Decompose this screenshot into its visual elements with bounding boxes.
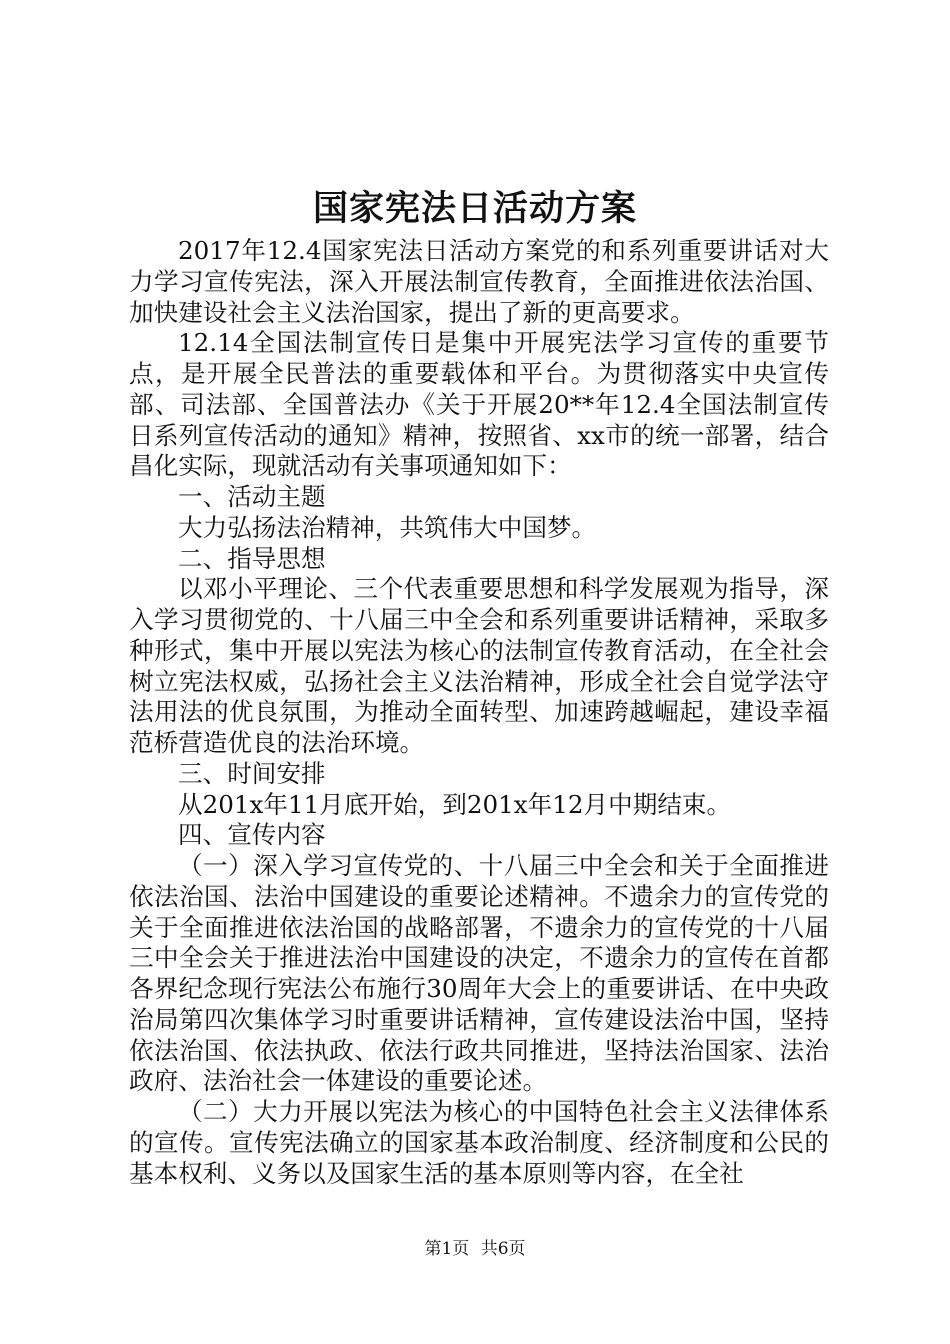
- paragraph-intro: 2017年12.4国家宪法日活动方案党的和系列重要讲话对大力学习宣传宪法，深入开展法制宣传教育，全面推进依法治国、加快建设社会主义法治国家，提出了新的更高要求。: [129, 236, 829, 327]
- section-heading-guiding-thought: 二、指导思想: [178, 543, 326, 573]
- paragraph-content-one: （一）深入学习宣传党的、十八届三中全会和关于全面推进依法治国、法治中国建设的重要论述精神。不遗余力的宣传党的关于全面推进依法治国的战略部署，不遗余力的宣传党的十八届三中全会关于推进法治中国建设的决定，不遗余力的宣传在首都各界纪念现行宪法公布施行30周年大会上的重要讲话、在中央政治局第四次集体学习时重要讲话精神，宣传建设法治中国，坚持依法治国、依法执政、依法行政共同推进，坚持法治国家、法治政府、法治社会一体建设的重要论述。: [129, 851, 829, 1096]
- section-heading-schedule: 三、时间安排: [178, 758, 326, 788]
- paragraph-content-two: （二）大力开展以宪法为核心的中国特色社会主义法律体系的宣传。宣传宪法确立的国家基本政治制度、经济制度和公民的基本权利、义务以及国家生活的基本原则等内容，在全社: [129, 1097, 829, 1188]
- section-heading-theme: 一、活动主题: [178, 482, 326, 511]
- paragraph-guiding-thought: 以邓小平理论、三个代表重要思想和科学发展观为指导，深入学习贯彻党的、十八届三中全会和系列重要讲话精神，采取多种形式，集中开展以宪法为核心的法制宣传教育活动，在全社会树立宪法权威，弘扬社会主义法治精神，形成全社会自觉学法守法用法的优良氛围，为推动全面转型、加速跨越崛起，建设幸福范桥营造优良的法治环境。: [129, 574, 829, 757]
- document-body: [129, 236, 829, 1189]
- paragraph-schedule: 从201x年11月底开始，到201x年12月中期结束。: [178, 789, 732, 819]
- document-title: 国家宪法日活动方案: [312, 188, 637, 229]
- page-footer: [0, 1237, 950, 1261]
- paragraph-background: 12.14全国法制宣传日是集中开展宪法学习宣传的重要节点，是开展全民普法的重要载体和平台。为贯彻落实中央宣传部、司法部、全国普法办《关于开展20**年12.4全国法制宣传日系列宣传活动的通知》精神，按照省、xx市的统一部署，结合昌化实际，现就活动有关事项通知如下：: [129, 328, 829, 481]
- section-heading-content: 四、宣传内容: [178, 820, 326, 850]
- page-total: 共6页: [480, 1239, 526, 1259]
- page-number: 第1页: [424, 1239, 470, 1259]
- paragraph-theme: 大力弘扬法治精神，共筑伟大中国梦。: [178, 512, 597, 542]
